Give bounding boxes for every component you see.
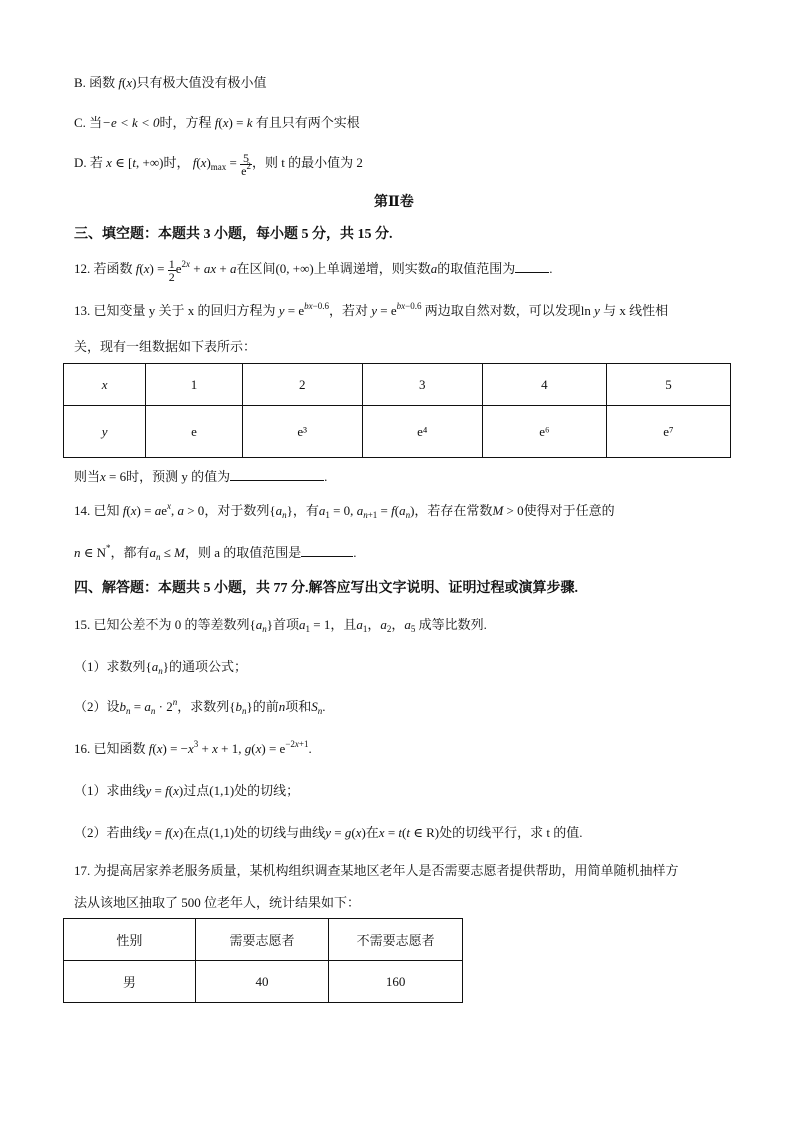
table-cell: 2 xyxy=(242,364,362,406)
q12-tail2: 的取值范围为 xyxy=(437,261,516,276)
q14-end: . xyxy=(353,545,357,560)
table-row-x xyxy=(64,364,731,406)
question-16-line-1: 16. 已知函数 $f(x) = -x^3 + x + 1$, $g(x) = e^{-2x+1}$. xyxy=(74,739,312,756)
q14-text-c: ，有 xyxy=(292,503,319,518)
table-cell: e³ xyxy=(242,406,362,458)
table-cell: y xyxy=(64,406,146,458)
q15-p1-a: （1）求数列 xyxy=(74,659,146,674)
q15-p1-b: 的通项公式； xyxy=(169,659,248,674)
question-15-part-1: （1）求数列$\{a_n\}$的通项公式； xyxy=(74,659,248,676)
data-table-1 xyxy=(63,363,731,458)
table-cell: 1 xyxy=(146,364,242,406)
question-17-line-1: 17. 为提高居家养老服务质量，某机构组织调查某地区老年人是否需要志愿者提供帮助，用简单随机抽样方 xyxy=(74,863,679,878)
table-cell: 男 xyxy=(64,961,196,1003)
q16-p2-b: 在点 xyxy=(183,825,210,840)
option-c-mid: 时，方程 xyxy=(159,115,212,130)
q16-p1-b: 过点 xyxy=(183,783,210,798)
question-13-line-1: 13. 已知变量 y 关于 x 的回归方程为 $y = e^{bx-0.6}$，若对 $y = e^{bx-0.6}$ 两边取自然对数，可以发现ln y 与 x 线性相 xyxy=(74,301,669,318)
q14-text-g: ，则 a 的取值范围是 xyxy=(185,545,302,560)
option-d-text: ，则 t 的最小值为 2 xyxy=(251,155,363,170)
table-cell: 4 xyxy=(482,364,606,406)
q13-text-c: 两边取自然对数，可以发现 xyxy=(424,303,581,318)
q13-text-a: 13. 已知变量 y 关于 x 的回归方程为 xyxy=(74,303,276,318)
option-d: D. 若 x ∈ [t, +∞)时， $f(x)_{max}$ = $\frac{5}{e^2}$ ，则 t 的最小值为 2 xyxy=(74,150,363,178)
fill-in-header: 三、填空题：本题共 3 小题，每小题 5 分，共 15 分. xyxy=(74,227,393,242)
q15-p2-b: ，求数列 xyxy=(177,699,230,714)
option-d-label: D. 若 xyxy=(74,155,103,170)
table-cell: e⁶ xyxy=(482,406,606,458)
question-13-line-2: 关，现有一组数据如下表所示： xyxy=(74,339,257,354)
question-17-line-2: 法从该地区抽取了 500 位老年人，统计结果如下： xyxy=(74,895,361,910)
q15-p2-d: 项和 xyxy=(285,699,312,714)
q16-p2-c: 处的切线与曲线 xyxy=(234,825,326,840)
table-header-row xyxy=(64,919,463,961)
table-cell: x xyxy=(64,364,146,406)
question-14-line-1: 14. 已知 $f(x) = ae^x$, a > 0，对于数列$\{a_n\}$，有$a_1 = 0$, $a_{n+1} = f(a_n)$，若存在常数M > 0使得对于任意的 xyxy=(74,501,615,520)
option-d-mid: 时， xyxy=(163,155,190,170)
table-header-cell: 性别 xyxy=(64,919,196,961)
question-14-line-2: n ∈ N*，都有$a_n \le M$，则 a 的取值范围是 . xyxy=(74,543,357,562)
table-cell: 3 xyxy=(362,364,482,406)
q15-text-a: 15. 已知公差不为 0 的等差数列 xyxy=(74,617,250,632)
solve-header: 四、解答题：本题共 5 小题，共 77 分.解答应写出文字说明、证明过程或演算步骤. xyxy=(74,581,578,596)
table-header-cell: 需要志愿者 xyxy=(195,919,329,961)
q13-after-b: 时，预测 y 的值为 xyxy=(126,469,231,484)
table-cell: e xyxy=(146,406,242,458)
option-b-text: 只有极大值没有极小值 xyxy=(136,75,267,90)
option-b: B. 函数 f(x)只有极大值没有极小值 xyxy=(74,75,267,90)
fraction-1-over-2: $\frac{1}{2}$ xyxy=(168,256,175,284)
q15-p2-e: . xyxy=(322,699,326,714)
q14-text-b: ，对于数列 xyxy=(204,503,270,518)
q13-end: . xyxy=(324,469,328,484)
data-table-2 xyxy=(63,918,463,1003)
option-c-text: 有且只有两个实根 xyxy=(255,115,360,130)
q14-text-f: ，都有 xyxy=(110,545,150,560)
q13-after-a: 则当 xyxy=(74,469,101,484)
q14-text-e: 使得对于任意的 xyxy=(523,503,615,518)
table-cell: 40 xyxy=(195,961,329,1003)
option-c: C. 当−e < k < 0时，方程 f(x) = k 有且只有两个实根 xyxy=(74,115,360,130)
q16-p2-e: 处的切线平行，求 t 的值. xyxy=(439,825,583,840)
question-12: 12. 若函数 f(x) = $\frac{1}{2}$ $e^{2x}$ + ax + a在区间(0, +∞)上单调递增，则实数a的取值范围为 . xyxy=(74,256,553,284)
q15-p2-c: 的前 xyxy=(252,699,279,714)
question-13-after: 则当x = 6时，预测 y 的值为 . xyxy=(74,466,327,486)
table-cell: 160 xyxy=(329,961,463,1003)
answer-blank-12[interactable] xyxy=(515,258,549,273)
q14-text-d: ，若存在常数 xyxy=(414,503,493,518)
fraction-5-over-e2: $\frac{5}{e^2}$ xyxy=(241,150,251,178)
q16-p1-c: 处的切线； xyxy=(234,783,300,798)
q12-number: 12. 若函数 xyxy=(74,261,133,276)
option-c-label: C. 当 xyxy=(74,115,103,130)
option-c-condition: −e < k < 0 xyxy=(102,115,160,130)
question-16-part-2: （2）若曲线y = f(x)在点(1,1)处的切线与曲线y = g(x)在x = t(t ∈ R)处的切线平行，求 t 的值. xyxy=(74,825,583,840)
section-title: 第Ⅱ卷 xyxy=(374,195,414,210)
q16-p2-a: （2）若曲线 xyxy=(74,825,146,840)
q12-tail: 上单调递增，则实数 xyxy=(313,261,431,276)
q13-text-d: 与 x 线性相 xyxy=(603,303,669,318)
table-cell: e⁴ xyxy=(362,406,482,458)
table-cell: e⁷ xyxy=(606,406,730,458)
table-row xyxy=(64,961,463,1003)
q15-text-b: 首项 xyxy=(273,617,300,632)
q16-p1-a: （1）求曲线 xyxy=(74,783,146,798)
table-cell: 5 xyxy=(606,364,730,406)
q16-p2-d: 在 xyxy=(365,825,379,840)
q14-text-a: 14. 已知 xyxy=(74,503,120,518)
answer-blank-14[interactable] xyxy=(301,542,353,557)
q13-text-b: ，若对 xyxy=(328,303,368,318)
q12-mid: 在区间 xyxy=(236,261,276,276)
table-header-cell: 不需要志愿者 xyxy=(329,919,463,961)
fx-expr: f xyxy=(118,75,123,90)
q15-text-d: 成等比数列. xyxy=(418,617,487,632)
q15-p2-a: （2）设 xyxy=(74,699,120,714)
option-b-label: B. 函数 xyxy=(74,75,116,90)
q15-text-c: ，且 xyxy=(330,617,357,632)
answer-blank-13[interactable] xyxy=(230,466,324,481)
question-15-line-1: 15. 已知公差不为 0 的等差数列$\{a_n\}$首项$a_1 = 1$，且$a_1$，$a_2$，$a_5$ 成等比数列. xyxy=(74,617,487,634)
table-row-y xyxy=(64,406,731,458)
question-15-part-2: （2）设$b_n = a_n \cdot 2^n$，求数列$\{b_n\}$的前n项和$S_n$. xyxy=(74,697,326,716)
q16-text-a: 16. 已知函数 xyxy=(74,741,146,756)
q12-end: . xyxy=(549,261,553,276)
question-16-part-1: （1）求曲线y = f(x)过点(1,1)处的切线； xyxy=(74,783,300,798)
q16-end: . xyxy=(308,741,312,756)
